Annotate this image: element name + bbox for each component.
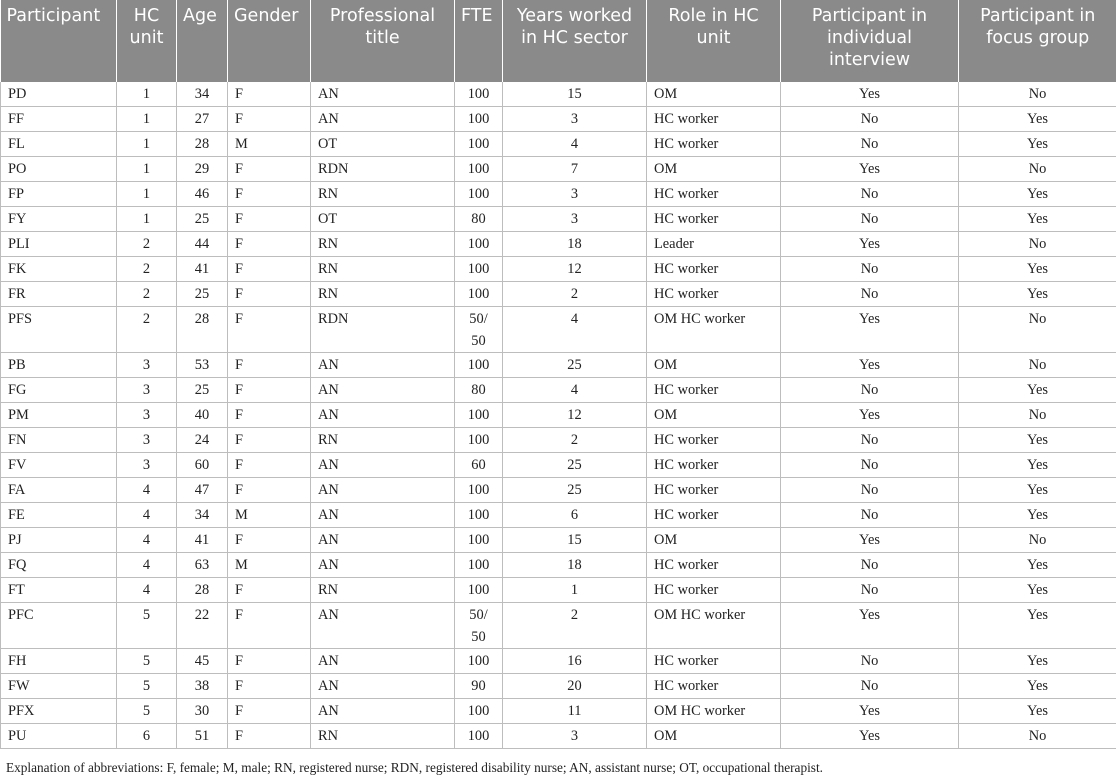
cell-gender: M — [228, 553, 311, 578]
cell-professional-title: OT — [311, 132, 455, 157]
table-footnote: Explanation of abbreviations: F, female; M, male; RN, registered nurse; RDN, registered disability nurse; AN, assistant nurse; OT, occupational therapist. — [6, 760, 823, 775]
cell-years-worked: 3 — [503, 182, 647, 207]
table-row — [1, 428, 1116, 453]
cell-participant: PFC — [1, 603, 117, 649]
cell-years-worked: 7 — [503, 157, 647, 182]
cell-hc-unit: 1 — [117, 157, 177, 182]
cell-hc-unit: 5 — [117, 649, 177, 674]
cell-role-in-hc-unit: HC worker — [647, 132, 781, 157]
cell-participant: FP — [1, 182, 117, 207]
column-header-fte: FTE — [455, 0, 503, 82]
cell-individual-interview: Yes — [781, 82, 959, 107]
table-row — [1, 207, 1116, 232]
table-row — [1, 503, 1116, 528]
cell-hc-unit: 1 — [117, 207, 177, 232]
cell-role-in-hc-unit: OM — [647, 82, 781, 107]
cell-hc-unit: 4 — [117, 478, 177, 503]
table-row — [1, 132, 1116, 157]
cell-hc-unit: 1 — [117, 82, 177, 107]
cell-individual-interview: Yes — [781, 528, 959, 553]
cell-professional-title: AN — [311, 603, 455, 649]
cell-individual-interview: No — [781, 107, 959, 132]
cell-individual-interview: No — [781, 282, 959, 307]
cell-professional-title: AN — [311, 503, 455, 528]
table-row — [1, 353, 1116, 378]
cell-hc-unit: 5 — [117, 603, 177, 649]
cell-role-in-hc-unit: OM HC worker — [647, 307, 781, 353]
cell-individual-interview: No — [781, 553, 959, 578]
cell-individual-interview: Yes — [781, 724, 959, 749]
cell-professional-title: AN — [311, 649, 455, 674]
cell-age: 53 — [177, 353, 228, 378]
cell-age: 38 — [177, 674, 228, 699]
column-header-age: Age — [177, 0, 228, 82]
cell-focus-group: Yes — [959, 478, 1116, 503]
cell-years-worked: 25 — [503, 453, 647, 478]
table-row — [1, 157, 1116, 182]
cell-professional-title: AN — [311, 353, 455, 378]
cell-gender: F — [228, 724, 311, 749]
cell-role-in-hc-unit: HC worker — [647, 649, 781, 674]
cell-role-in-hc-unit: HC worker — [647, 378, 781, 403]
cell-age: 34 — [177, 503, 228, 528]
cell-hc-unit: 2 — [117, 282, 177, 307]
cell-fte: 100 — [455, 649, 503, 674]
cell-years-worked: 20 — [503, 674, 647, 699]
cell-gender: M — [228, 132, 311, 157]
cell-role-in-hc-unit: OM HC worker — [647, 603, 781, 649]
cell-fte: 60 — [455, 453, 503, 478]
cell-participant: PLI — [1, 232, 117, 257]
cell-focus-group: No — [959, 353, 1116, 378]
cell-role-in-hc-unit: HC worker — [647, 282, 781, 307]
column-header-role-in-hc-unit: Role in HC unit — [647, 0, 781, 82]
cell-age: 44 — [177, 232, 228, 257]
cell-age: 51 — [177, 724, 228, 749]
cell-role-in-hc-unit: OM — [647, 724, 781, 749]
cell-fte: 100 — [455, 478, 503, 503]
cell-fte: 80 — [455, 207, 503, 232]
cell-fte: 80 — [455, 378, 503, 403]
cell-individual-interview: No — [781, 503, 959, 528]
cell-focus-group: Yes — [959, 503, 1116, 528]
cell-hc-unit: 3 — [117, 378, 177, 403]
cell-fte: 100 — [455, 82, 503, 107]
cell-professional-title: OT — [311, 207, 455, 232]
table-row — [1, 528, 1116, 553]
cell-professional-title: AN — [311, 674, 455, 699]
cell-age: 28 — [177, 578, 228, 603]
column-header-professional-title: Professional title — [311, 0, 455, 82]
cell-age: 22 — [177, 603, 228, 649]
cell-gender: F — [228, 674, 311, 699]
cell-gender: F — [228, 282, 311, 307]
cell-fte: 100 — [455, 403, 503, 428]
cell-focus-group: Yes — [959, 699, 1116, 724]
cell-participant: PO — [1, 157, 117, 182]
column-header-focus-group: Participant in focus group — [959, 0, 1116, 82]
cell-gender: M — [228, 503, 311, 528]
cell-years-worked: 3 — [503, 207, 647, 232]
cell-years-worked: 16 — [503, 649, 647, 674]
cell-professional-title: RN — [311, 182, 455, 207]
cell-professional-title: AN — [311, 699, 455, 724]
cell-years-worked: 2 — [503, 282, 647, 307]
cell-individual-interview: No — [781, 478, 959, 503]
cell-years-worked: 3 — [503, 107, 647, 132]
cell-years-worked: 18 — [503, 553, 647, 578]
cell-individual-interview: Yes — [781, 403, 959, 428]
cell-participant: PFX — [1, 699, 117, 724]
cell-role-in-hc-unit: OM — [647, 403, 781, 428]
cell-hc-unit: 4 — [117, 528, 177, 553]
table-row — [1, 107, 1116, 132]
table-row — [1, 307, 1116, 353]
cell-fte: 100 — [455, 553, 503, 578]
cell-hc-unit: 1 — [117, 107, 177, 132]
cell-fte: 100 — [455, 724, 503, 749]
cell-role-in-hc-unit: HC worker — [647, 207, 781, 232]
cell-participant: FF — [1, 107, 117, 132]
cell-hc-unit: 3 — [117, 353, 177, 378]
cell-focus-group: Yes — [959, 453, 1116, 478]
cell-focus-group: Yes — [959, 553, 1116, 578]
cell-age: 60 — [177, 453, 228, 478]
cell-participant: FY — [1, 207, 117, 232]
cell-professional-title: AN — [311, 553, 455, 578]
cell-age: 45 — [177, 649, 228, 674]
cell-gender: F — [228, 378, 311, 403]
cell-professional-title: AN — [311, 403, 455, 428]
cell-individual-interview: Yes — [781, 307, 959, 353]
cell-professional-title: AN — [311, 453, 455, 478]
cell-hc-unit: 4 — [117, 553, 177, 578]
cell-professional-title: AN — [311, 528, 455, 553]
cell-gender: F — [228, 453, 311, 478]
cell-hc-unit: 3 — [117, 453, 177, 478]
cell-age: 25 — [177, 378, 228, 403]
cell-age: 28 — [177, 132, 228, 157]
cell-fte: 100 — [455, 353, 503, 378]
cell-gender: F — [228, 403, 311, 428]
cell-individual-interview: No — [781, 132, 959, 157]
cell-professional-title: RDN — [311, 307, 455, 353]
cell-hc-unit: 3 — [117, 403, 177, 428]
cell-years-worked: 3 — [503, 724, 647, 749]
cell-individual-interview: Yes — [781, 353, 959, 378]
column-header-individual-interview: Participant in individual interview — [781, 0, 959, 82]
cell-individual-interview: Yes — [781, 232, 959, 257]
cell-age: 24 — [177, 428, 228, 453]
cell-participant: FT — [1, 578, 117, 603]
cell-professional-title: RN — [311, 257, 455, 282]
cell-role-in-hc-unit: HC worker — [647, 503, 781, 528]
table-row — [1, 82, 1116, 107]
cell-fte: 100 — [455, 528, 503, 553]
cell-professional-title: AN — [311, 107, 455, 132]
cell-years-worked: 6 — [503, 503, 647, 528]
cell-role-in-hc-unit: HC worker — [647, 428, 781, 453]
header-row — [1, 0, 1116, 82]
cell-focus-group: Yes — [959, 674, 1116, 699]
cell-focus-group: Yes — [959, 282, 1116, 307]
cell-focus-group: Yes — [959, 578, 1116, 603]
cell-participant: FK — [1, 257, 117, 282]
cell-years-worked: 12 — [503, 403, 647, 428]
cell-fte: 90 — [455, 674, 503, 699]
cell-hc-unit: 4 — [117, 503, 177, 528]
cell-individual-interview: No — [781, 428, 959, 453]
cell-participant: FR — [1, 282, 117, 307]
cell-focus-group: Yes — [959, 428, 1116, 453]
cell-hc-unit: 4 — [117, 578, 177, 603]
table-row — [1, 603, 1116, 649]
cell-years-worked: 4 — [503, 378, 647, 403]
cell-role-in-hc-unit: Leader — [647, 232, 781, 257]
table-row — [1, 453, 1116, 478]
cell-fte: 100 — [455, 578, 503, 603]
cell-role-in-hc-unit: OM HC worker — [647, 699, 781, 724]
cell-hc-unit: 2 — [117, 307, 177, 353]
cell-gender: F — [228, 157, 311, 182]
cell-gender: F — [228, 699, 311, 724]
cell-individual-interview: No — [781, 182, 959, 207]
table-row — [1, 257, 1116, 282]
cell-individual-interview: No — [781, 257, 959, 282]
cell-professional-title: RN — [311, 724, 455, 749]
cell-participant: FE — [1, 503, 117, 528]
cell-gender: F — [228, 578, 311, 603]
cell-focus-group: Yes — [959, 603, 1116, 649]
table-header — [1, 0, 1116, 82]
cell-age: 46 — [177, 182, 228, 207]
cell-years-worked: 15 — [503, 528, 647, 553]
cell-fte: 100 — [455, 282, 503, 307]
cell-age: 25 — [177, 282, 228, 307]
table-row — [1, 578, 1116, 603]
cell-individual-interview: Yes — [781, 157, 959, 182]
cell-fte: 100 — [455, 503, 503, 528]
cell-years-worked: 2 — [503, 603, 647, 649]
cell-role-in-hc-unit: OM — [647, 528, 781, 553]
cell-fte: 50/ 50 — [455, 603, 503, 649]
column-header-hc-unit: HC unit — [117, 0, 177, 82]
cell-individual-interview: Yes — [781, 699, 959, 724]
cell-role-in-hc-unit: OM — [647, 157, 781, 182]
cell-focus-group: No — [959, 82, 1116, 107]
cell-focus-group: No — [959, 307, 1116, 353]
cell-role-in-hc-unit: HC worker — [647, 257, 781, 282]
cell-hc-unit: 1 — [117, 182, 177, 207]
cell-participant: PJ — [1, 528, 117, 553]
cell-years-worked: 1 — [503, 578, 647, 603]
cell-hc-unit: 5 — [117, 674, 177, 699]
cell-age: 63 — [177, 553, 228, 578]
cell-age: 27 — [177, 107, 228, 132]
cell-professional-title: RN — [311, 578, 455, 603]
cell-years-worked: 25 — [503, 353, 647, 378]
cell-participant: PD — [1, 82, 117, 107]
cell-professional-title: AN — [311, 478, 455, 503]
cell-fte: 100 — [455, 257, 503, 282]
cell-professional-title: RN — [311, 232, 455, 257]
cell-age: 28 — [177, 307, 228, 353]
cell-hc-unit: 2 — [117, 257, 177, 282]
cell-gender: F — [228, 82, 311, 107]
cell-participant: PFS — [1, 307, 117, 353]
cell-focus-group: Yes — [959, 107, 1116, 132]
cell-participant: FV — [1, 453, 117, 478]
column-header-gender: Gender — [228, 0, 311, 82]
cell-focus-group: Yes — [959, 207, 1116, 232]
cell-years-worked: 4 — [503, 307, 647, 353]
cell-fte: 50/ 50 — [455, 307, 503, 353]
table-row — [1, 553, 1116, 578]
cell-fte: 100 — [455, 699, 503, 724]
cell-gender: F — [228, 257, 311, 282]
cell-participant: FL — [1, 132, 117, 157]
table-row — [1, 478, 1116, 503]
cell-hc-unit: 1 — [117, 132, 177, 157]
cell-focus-group: Yes — [959, 132, 1116, 157]
cell-participant: FH — [1, 649, 117, 674]
cell-gender: F — [228, 528, 311, 553]
cell-participant: FG — [1, 378, 117, 403]
cell-gender: F — [228, 478, 311, 503]
cell-participant: FW — [1, 674, 117, 699]
cell-individual-interview: No — [781, 207, 959, 232]
cell-focus-group: No — [959, 724, 1116, 749]
table-row — [1, 649, 1116, 674]
cell-role-in-hc-unit: HC worker — [647, 182, 781, 207]
cell-years-worked: 18 — [503, 232, 647, 257]
cell-role-in-hc-unit: HC worker — [647, 107, 781, 132]
cell-focus-group: No — [959, 403, 1116, 428]
cell-age: 34 — [177, 82, 228, 107]
cell-fte: 100 — [455, 132, 503, 157]
cell-professional-title: RN — [311, 428, 455, 453]
cell-individual-interview: Yes — [781, 603, 959, 649]
cell-fte: 100 — [455, 157, 503, 182]
cell-hc-unit: 6 — [117, 724, 177, 749]
cell-fte: 100 — [455, 107, 503, 132]
cell-fte: 100 — [455, 182, 503, 207]
table-row — [1, 232, 1116, 257]
cell-role-in-hc-unit: HC worker — [647, 478, 781, 503]
table-row — [1, 182, 1116, 207]
cell-fte: 100 — [455, 232, 503, 257]
cell-hc-unit: 2 — [117, 232, 177, 257]
cell-focus-group: No — [959, 528, 1116, 553]
cell-role-in-hc-unit: HC worker — [647, 553, 781, 578]
table-row — [1, 674, 1116, 699]
cell-individual-interview: No — [781, 378, 959, 403]
cell-years-worked: 25 — [503, 478, 647, 503]
cell-gender: F — [228, 107, 311, 132]
cell-years-worked: 11 — [503, 699, 647, 724]
cell-focus-group: No — [959, 157, 1116, 182]
cell-professional-title: RDN — [311, 157, 455, 182]
cell-years-worked: 12 — [503, 257, 647, 282]
cell-gender: F — [228, 207, 311, 232]
cell-gender: F — [228, 182, 311, 207]
cell-gender: F — [228, 649, 311, 674]
cell-role-in-hc-unit: HC worker — [647, 453, 781, 478]
cell-focus-group: Yes — [959, 378, 1116, 403]
cell-participant: FN — [1, 428, 117, 453]
table-body — [1, 82, 1116, 749]
cell-age: 25 — [177, 207, 228, 232]
cell-participant: FA — [1, 478, 117, 503]
cell-hc-unit: 5 — [117, 699, 177, 724]
cell-participant: PB — [1, 353, 117, 378]
cell-participant: PM — [1, 403, 117, 428]
cell-individual-interview: No — [781, 649, 959, 674]
cell-role-in-hc-unit: HC worker — [647, 674, 781, 699]
cell-hc-unit: 3 — [117, 428, 177, 453]
table-row — [1, 403, 1116, 428]
cell-focus-group: No — [959, 232, 1116, 257]
cell-age: 47 — [177, 478, 228, 503]
cell-years-worked: 2 — [503, 428, 647, 453]
cell-age: 29 — [177, 157, 228, 182]
cell-gender: F — [228, 307, 311, 353]
cell-focus-group: Yes — [959, 257, 1116, 282]
cell-age: 30 — [177, 699, 228, 724]
cell-gender: F — [228, 428, 311, 453]
cell-years-worked: 4 — [503, 132, 647, 157]
cell-age: 41 — [177, 528, 228, 553]
cell-individual-interview: No — [781, 674, 959, 699]
cell-role-in-hc-unit: HC worker — [647, 578, 781, 603]
cell-participant: PU — [1, 724, 117, 749]
cell-age: 40 — [177, 403, 228, 428]
cell-individual-interview: No — [781, 453, 959, 478]
cell-focus-group: Yes — [959, 182, 1116, 207]
cell-professional-title: RN — [311, 282, 455, 307]
cell-gender: F — [228, 232, 311, 257]
cell-professional-title: AN — [311, 82, 455, 107]
table-row — [1, 699, 1116, 724]
column-header-participant: Participant — [1, 0, 117, 82]
cell-years-worked: 15 — [503, 82, 647, 107]
cell-gender: F — [228, 353, 311, 378]
table-row — [1, 378, 1116, 403]
cell-fte: 100 — [455, 428, 503, 453]
table-row — [1, 282, 1116, 307]
cell-role-in-hc-unit: OM — [647, 353, 781, 378]
cell-focus-group: Yes — [959, 649, 1116, 674]
cell-professional-title: AN — [311, 378, 455, 403]
cell-gender: F — [228, 603, 311, 649]
cell-participant: FQ — [1, 553, 117, 578]
table-row — [1, 724, 1116, 749]
cell-individual-interview: No — [781, 578, 959, 603]
cell-age: 41 — [177, 257, 228, 282]
column-header-years-worked: Years worked in HC sector — [503, 0, 647, 82]
